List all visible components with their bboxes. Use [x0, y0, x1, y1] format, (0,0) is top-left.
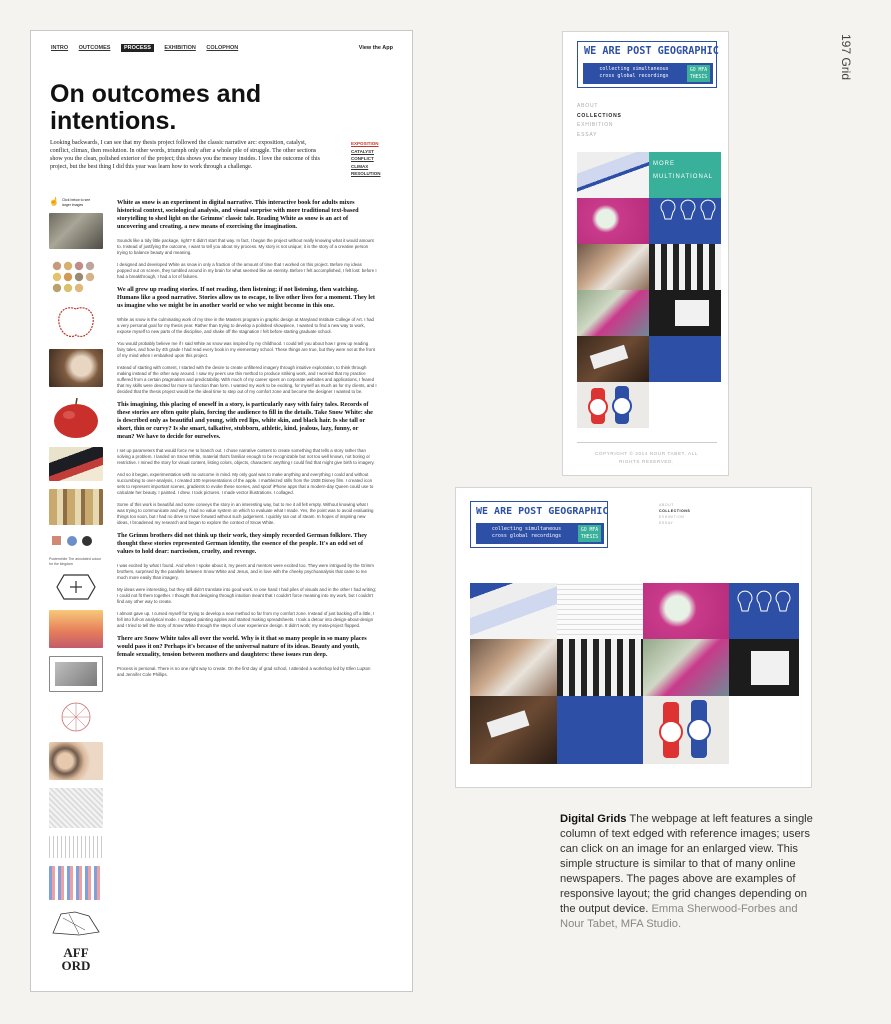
- wide-tile-watches[interactable]: [643, 696, 729, 764]
- nav-outcomes[interactable]: OUTCOMES: [78, 45, 111, 51]
- grid-tile-overlay[interactable]: MORE MULTINATIONAL: [649, 152, 721, 198]
- hexagon-plus-icon: [49, 572, 103, 602]
- mfa-thesis-badge: GO MFA THESIS: [687, 65, 710, 82]
- article-body: [117, 199, 377, 684]
- body-paragraph: And so it began, experimentation with no outcome in mind. My only goal was to make anything and everything I could and without succumbing to over-analysis, I created 100 representations of the apple. I marbleized stills from the 1938 Disney film. I created icon sets to represent important scenes, gradients to evoke these scenes, and spoof iPhone apps that a modern-day Queen could use to calculate her beauty. I painted. I drew. I took pictures. I made vector illustrations. I collaged.: [117, 472, 374, 495]
- red-apple-icon: [49, 395, 103, 439]
- link-climax[interactable]: CLIMAX: [351, 163, 369, 169]
- thumb-texture[interactable]: [49, 788, 103, 828]
- wide-tile-1[interactable]: [470, 583, 557, 639]
- wide-webpage-screenshot: [455, 487, 812, 788]
- wide-tile-2[interactable]: [557, 583, 643, 639]
- thumb-apple-outline[interactable]: [49, 301, 103, 341]
- bulbs-icon: [649, 198, 721, 244]
- thumb-text-graphic[interactable]: AFF ORD: [61, 945, 91, 973]
- thumb-sketch[interactable]: [49, 908, 103, 938]
- pull-paragraph: White as snow is an experiment in digital narrative. This interactive book for adults mixes historical context, sociological analysis, and visual surprise with more traditional text-based storytelling to shed light on the Grimms' classic tale. Reading White as snow is an act of uncovering and creating, a new means of exercising the imagination.: [117, 199, 359, 230]
- menu-essay[interactable]: ESSAY: [577, 131, 598, 138]
- nav-intro[interactable]: INTRO: [51, 45, 69, 51]
- grid-tile-magenta[interactable]: [577, 198, 649, 244]
- wide-tile-photos[interactable]: [557, 639, 643, 696]
- link-catalyst[interactable]: CATALYST: [351, 148, 374, 154]
- body-paragraph: I almost gave up. I cursed myself for trying to develop a new method so far from my comfort zone. Instead of just backing off a little, I fell into full-on analytical mode. I stopped painting apples and started making spreadsheets. I took a detour into design-about-design and I tried to tell the story of Snow White through the steps of user experience design. It didn't work; my meta-project flopped.: [117, 611, 375, 628]
- thumb-caption: Posterwhite The annotated colour for the kingdom: [49, 557, 102, 566]
- thumb-snow-white-figure[interactable]: [49, 447, 103, 481]
- page-title: On outcomes and intentions.: [50, 80, 262, 135]
- figure-caption: [560, 812, 822, 932]
- body-paragraph: I designed and developed White as snow in only a fraction of the amount of time that I worked on this project. Before my ideas popped out on screen, they tumbled around in my brain for what seemed like an eternity. Before I felt accomplished, I felt lost: before I had a breakthrough, I had a lot of failures.: [117, 262, 377, 279]
- left-webpage-screenshot: [30, 30, 413, 992]
- wide-menu: [659, 502, 690, 526]
- wide-tile-map[interactable]: [643, 639, 729, 696]
- wide-menu-exhibition[interactable]: EXHIBITION: [659, 515, 685, 519]
- nav-exhibition[interactable]: EXHIBITION: [164, 45, 196, 51]
- wide-watches-icon: [643, 696, 729, 764]
- brand-subtitle-line-2: cross global recordings: [599, 73, 669, 79]
- caption-text: The webpage at left features a single column of text edged with reference images; users can click on an image for an enlarged view. This simple structure is similar to that of many online newspapers. The pages above are examples of responsive layout; the grid changes depending on the output device.: [560, 813, 813, 915]
- body-paragraph: Process is personal. There is no one right way to create. On the first day of grad school, I attended a workshop led by Ellen Lupton and Jennifer Cole Phillips.: [117, 666, 371, 677]
- thumb-framed-image[interactable]: [49, 656, 103, 692]
- thumb-color-swatches[interactable]: [49, 257, 103, 293]
- thumb-illustration-strip[interactable]: [49, 489, 103, 525]
- thumb-hexagon-add[interactable]: [49, 572, 103, 602]
- brand-subtitle-box: [583, 63, 713, 84]
- grid-tile-1[interactable]: [577, 152, 649, 198]
- brand-subtitle-line-1: collecting simultaneous: [599, 66, 669, 72]
- wide-brand-title: WE ARE POST GEOGRAPHIC: [476, 506, 609, 517]
- grid-tile-brown[interactable]: [577, 336, 649, 382]
- thumb-hint: ☝ Click below to see larger images: [49, 197, 91, 207]
- wide-bulbs-icon: [729, 583, 799, 639]
- wide-brand-header[interactable]: WE ARE POST GEOGRAPHIC collecting simultaneous cross global recordings GO MFA THESIS: [470, 501, 608, 548]
- pull-paragraph: We all grew up reading stories. If not reading, then listening; if not listening, then watching. Humans like a good narrative. Stories allow us to escape, to live other lives for a moment. They let us imagine who we might be in another world or who we might become in this one.: [117, 286, 375, 309]
- mobile-webpage-screenshot: [562, 31, 729, 476]
- thumb-faces[interactable]: [49, 742, 103, 780]
- menu-about[interactable]: ABOUT: [577, 103, 599, 109]
- hand-pointer-icon: ☝: [49, 197, 59, 206]
- reference-image-column: [49, 198, 105, 984]
- sketch-icon: [49, 908, 103, 938]
- copyright: COPYRIGHT © 2014 NOUR TABET. ALL RIGHTS RESERVED.: [594, 451, 698, 464]
- link-resolution[interactable]: RESOLUTION: [351, 171, 381, 176]
- thumb-dot-grid[interactable]: [49, 866, 103, 900]
- pull-paragraph: The Grimm brothers did not think up their work, they simply recorded German folklore. They thought these stories represented German identity, the essence of the people. It's an odd set of values to hold dear: narcissism, cruelty, and revenge.: [117, 532, 368, 555]
- wide-tile-hands[interactable]: [470, 639, 557, 696]
- body-paragraph: You would probably believe me if I said White as snow was inspired by my childhood. I could tell you about how I grew up reading fairy tales, and how by 4th grade I had read every book in my elementary school. These things are true, but they were not at the front of my mind when I embarked upon this project.: [117, 341, 375, 358]
- menu-collections[interactable]: COLLECTIONS: [577, 112, 622, 119]
- thumb-small-swatches[interactable]: [49, 533, 103, 549]
- thumb-text-scan[interactable]: [49, 836, 103, 858]
- grid-tile-bulbs[interactable]: [649, 198, 721, 244]
- link-conflict[interactable]: CONFLICT: [351, 156, 374, 161]
- apple-outline-icon: [49, 301, 103, 341]
- grid-tile-hands[interactable]: [577, 244, 649, 290]
- wide-tile-blue[interactable]: [557, 696, 643, 764]
- nav-colophon[interactable]: COLOPHON: [206, 45, 239, 51]
- brand-header[interactable]: [577, 41, 717, 88]
- thumb-gradient[interactable]: [49, 610, 103, 648]
- wide-menu-collections[interactable]: COLLECTIONS: [659, 509, 691, 513]
- top-nav: [51, 44, 393, 56]
- small-swatch-graphic: [49, 533, 103, 549]
- circle-diagram-icon: [49, 700, 103, 734]
- menu-exhibition[interactable]: EXHIBITION: [577, 122, 614, 128]
- wide-mfa-badge: GO MFA THESIS: [578, 525, 601, 542]
- brand-title: WE ARE POST GEOGRAPHIC: [584, 46, 719, 57]
- intro-text: Looking backwards, I can see that my thesis project followed the classic narrative arc: exposition, catalyst, conflict, climax, then resolution. In other words, triumph only after a whole pile of struggle. The other sections show you the clean, polished exterior of the project; this shows you the messy insides. I love the outcome of this project, but the best thing I did this year was learn how to work through a challenge.: [50, 140, 320, 170]
- caption-credit: Emma Sherwood-Forbes and Nour Tabet, MFA Studio.: [560, 903, 798, 930]
- footer-divider: [577, 442, 717, 443]
- body-paragraph: Instead of starting with content, I started with the desire to create unfiltered imagery through intuitive exploration, to think through making instead of the other way around. I saw my peers use this method to produce striking work, and I worried that my practice suffered from a certain pragmatism and predictability. With much of my career spent on corporate websites and applications, I feared that my skills were devoted far more to function than form. I wanted my work to be exciting, for myself as much as for my clients, and I decided that the thesis project would be the ideal time to step out of my comfort zone and become the designer I wanted to be.: [117, 365, 377, 394]
- link-exposition[interactable]: EXPOSITION: [351, 141, 379, 146]
- body-paragraph: White as snow is the culminating work of my time in the Masters program in graphic design at Maryland Institute College of Art. I had a very personal goal for my thesis year. Rather than trying to develop a polished showpiece, I wanted to find a new way to work, expose myself to new parts of the discipline, and shake off the stagnation I felt before starting graduate school.: [117, 317, 374, 334]
- section-links: [351, 140, 381, 178]
- swatch-dots-graphic: [49, 257, 103, 293]
- body-paragraph: I set up parameters that would force me to branch out. I chose narrative content to create something that tells a story rather than solving a problem. I landed on Snow White, material that's familiar enough to be recognizable but not too well known, not boring or restrictive. I mined the story for visual content, listing colors, objects, characters: anything I could find that might give birth to imagery.: [117, 448, 375, 465]
- thumb-red-apple[interactable]: [49, 395, 103, 439]
- wide-tile-bulbs[interactable]: [729, 583, 799, 639]
- grid-tile-map[interactable]: [577, 290, 649, 336]
- view-app-link[interactable]: View the App: [358, 45, 393, 51]
- wide-tile-magenta[interactable]: [643, 583, 729, 639]
- page-folio: 197 Grid: [839, 34, 853, 81]
- body-paragraph: Some of this work is beautiful and some conveys the story in an interesting way, but to me it all felt empty. Without knowing what I was trying to communicate and why, I had no value system on which to evaluate what I made. Yes, the point was to avoid evaluating things too soon, but I had no drive to move forward without such judgement. I quickly ran out of steam. In hopes of inspiring new ideas, I broadened my research and began to explore the context of Snow White.: [117, 502, 374, 525]
- thumb-circle-diagram[interactable]: [49, 700, 103, 734]
- watches-icon: [577, 382, 649, 428]
- caption-title: Digital Grids: [560, 813, 627, 825]
- wide-menu-essay[interactable]: ESSAY: [659, 521, 674, 525]
- body-paragraph: Sounds like a tidy little package, right? It didn't start that way. In fact, I began the project without really knowing what it would amount to. Instead of justifying the outcome, I want to tell you about my process. My story is not unique; it is the story of a creative person trying to balance beauty and meaning.: [117, 238, 374, 255]
- grid-tile-photos[interactable]: [649, 244, 721, 290]
- grid-tile-watches[interactable]: [577, 382, 649, 428]
- grid-tile-dark[interactable]: [649, 290, 721, 336]
- wide-tile-dark[interactable]: [729, 639, 799, 696]
- wide-tile-brown[interactable]: [470, 696, 557, 764]
- pull-paragraph: There are Snow White tales all over the world. Why is it that so many people in so many places would pass it on? Perhaps it's because of the universal nature of its ideas. Beauty and youth, female sexuality, tension between mothers and daughters: these issues run deep.: [117, 635, 367, 658]
- thumb-portrait[interactable]: [49, 349, 103, 387]
- thumb-image-1[interactable]: [49, 213, 103, 249]
- body-paragraph: I was excited by what I found. And when I spoke about it, my peers and mentors were excited too. They were intrigued by the Grimm brothers, surprised by the parallels between Snow White and Jesus, and in love with the cheeky psychoanalysis that came to me much more easily than imagery.: [117, 563, 374, 580]
- nav-process[interactable]: PROCESS: [121, 44, 154, 52]
- pull-paragraph: This imagining, this placing of oneself in a story, is particularly easy with fairy tales. Records of these stories are often quite plain, forcing the audience to fill in the details. Take Snow White: she is described only as beautiful and young, with red lips, white skin, and black hair. Is she tall or short, thin or curvy? Is she smart, talkative, stubborn, athletic, kind, jealous, lazy, funny, or mean? We have to decide for ourselves.: [117, 401, 373, 440]
- wide-menu-about[interactable]: ABOUT: [659, 503, 674, 507]
- grid-tile-blue[interactable]: [649, 336, 721, 382]
- mobile-menu: [577, 102, 622, 140]
- body-paragraph: My ideas were interesting, but they still didn't translate into good work. In one hand I had piles of visuals and in the other I had writing; I could not fit them together. I thought that designing through intuition meant that I couldn't force meaning into my work, but I couldn't find any other way to create.: [117, 587, 377, 604]
